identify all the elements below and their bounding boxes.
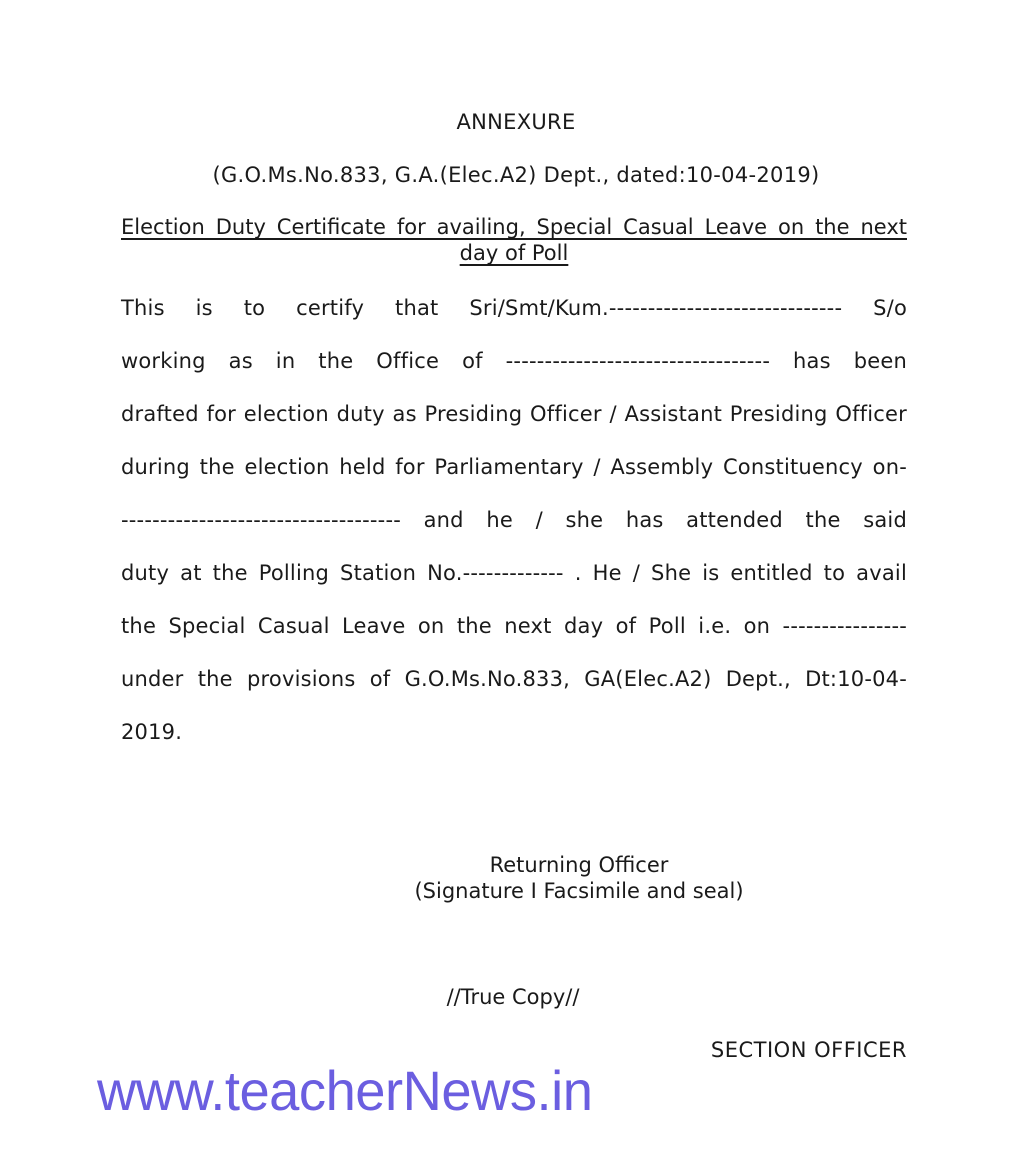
annexure-heading: ANNEXURE	[456, 110, 576, 134]
body-line-9: 2019.	[121, 720, 183, 744]
body-line-6: duty at the Polling Station No.------------- . He / She is entitled to avail	[121, 561, 907, 585]
certificate-title-line-1: Election Duty Certificate for availing, Special Casual Leave on the next	[121, 215, 907, 239]
body-line-4: during the election held for Parliamentary / Assembly Constituency on-	[121, 455, 907, 479]
body-line-8: under the provisions of G.O.Ms.No.833, GA(Elec.A2) Dept., Dt:10-04-	[121, 667, 907, 691]
true-copy-label: //True Copy//	[446, 985, 580, 1009]
website-watermark: www.teacherNews.in	[97, 1059, 593, 1122]
body-line-2: working as in the Office of ---------------------------------- has been	[121, 349, 907, 373]
body-line-3: drafted for election duty as Presiding Officer / Assistant Presiding Officer	[121, 402, 907, 426]
certificate-title-line-2: day of Poll	[459, 241, 569, 265]
body-line-5: ------------------------------------ and he / she has attended the said	[121, 508, 907, 532]
returning-officer-label: Returning Officer	[489, 853, 669, 877]
signature-facsimile-note: (Signature I Facsimile and seal)	[414, 879, 744, 903]
body-line-1: This is to certify that Sri/Smt/Kum.------------------------------ S/o	[121, 296, 907, 320]
go-reference: (G.O.Ms.No.833, G.A.(Elec.A2) Dept., dated:10-04-2019)	[212, 163, 820, 187]
section-officer-label: SECTION OFFICER	[710, 1038, 907, 1062]
body-line-7: the Special Casual Leave on the next day of Poll i.e. on ----------------	[121, 614, 907, 638]
